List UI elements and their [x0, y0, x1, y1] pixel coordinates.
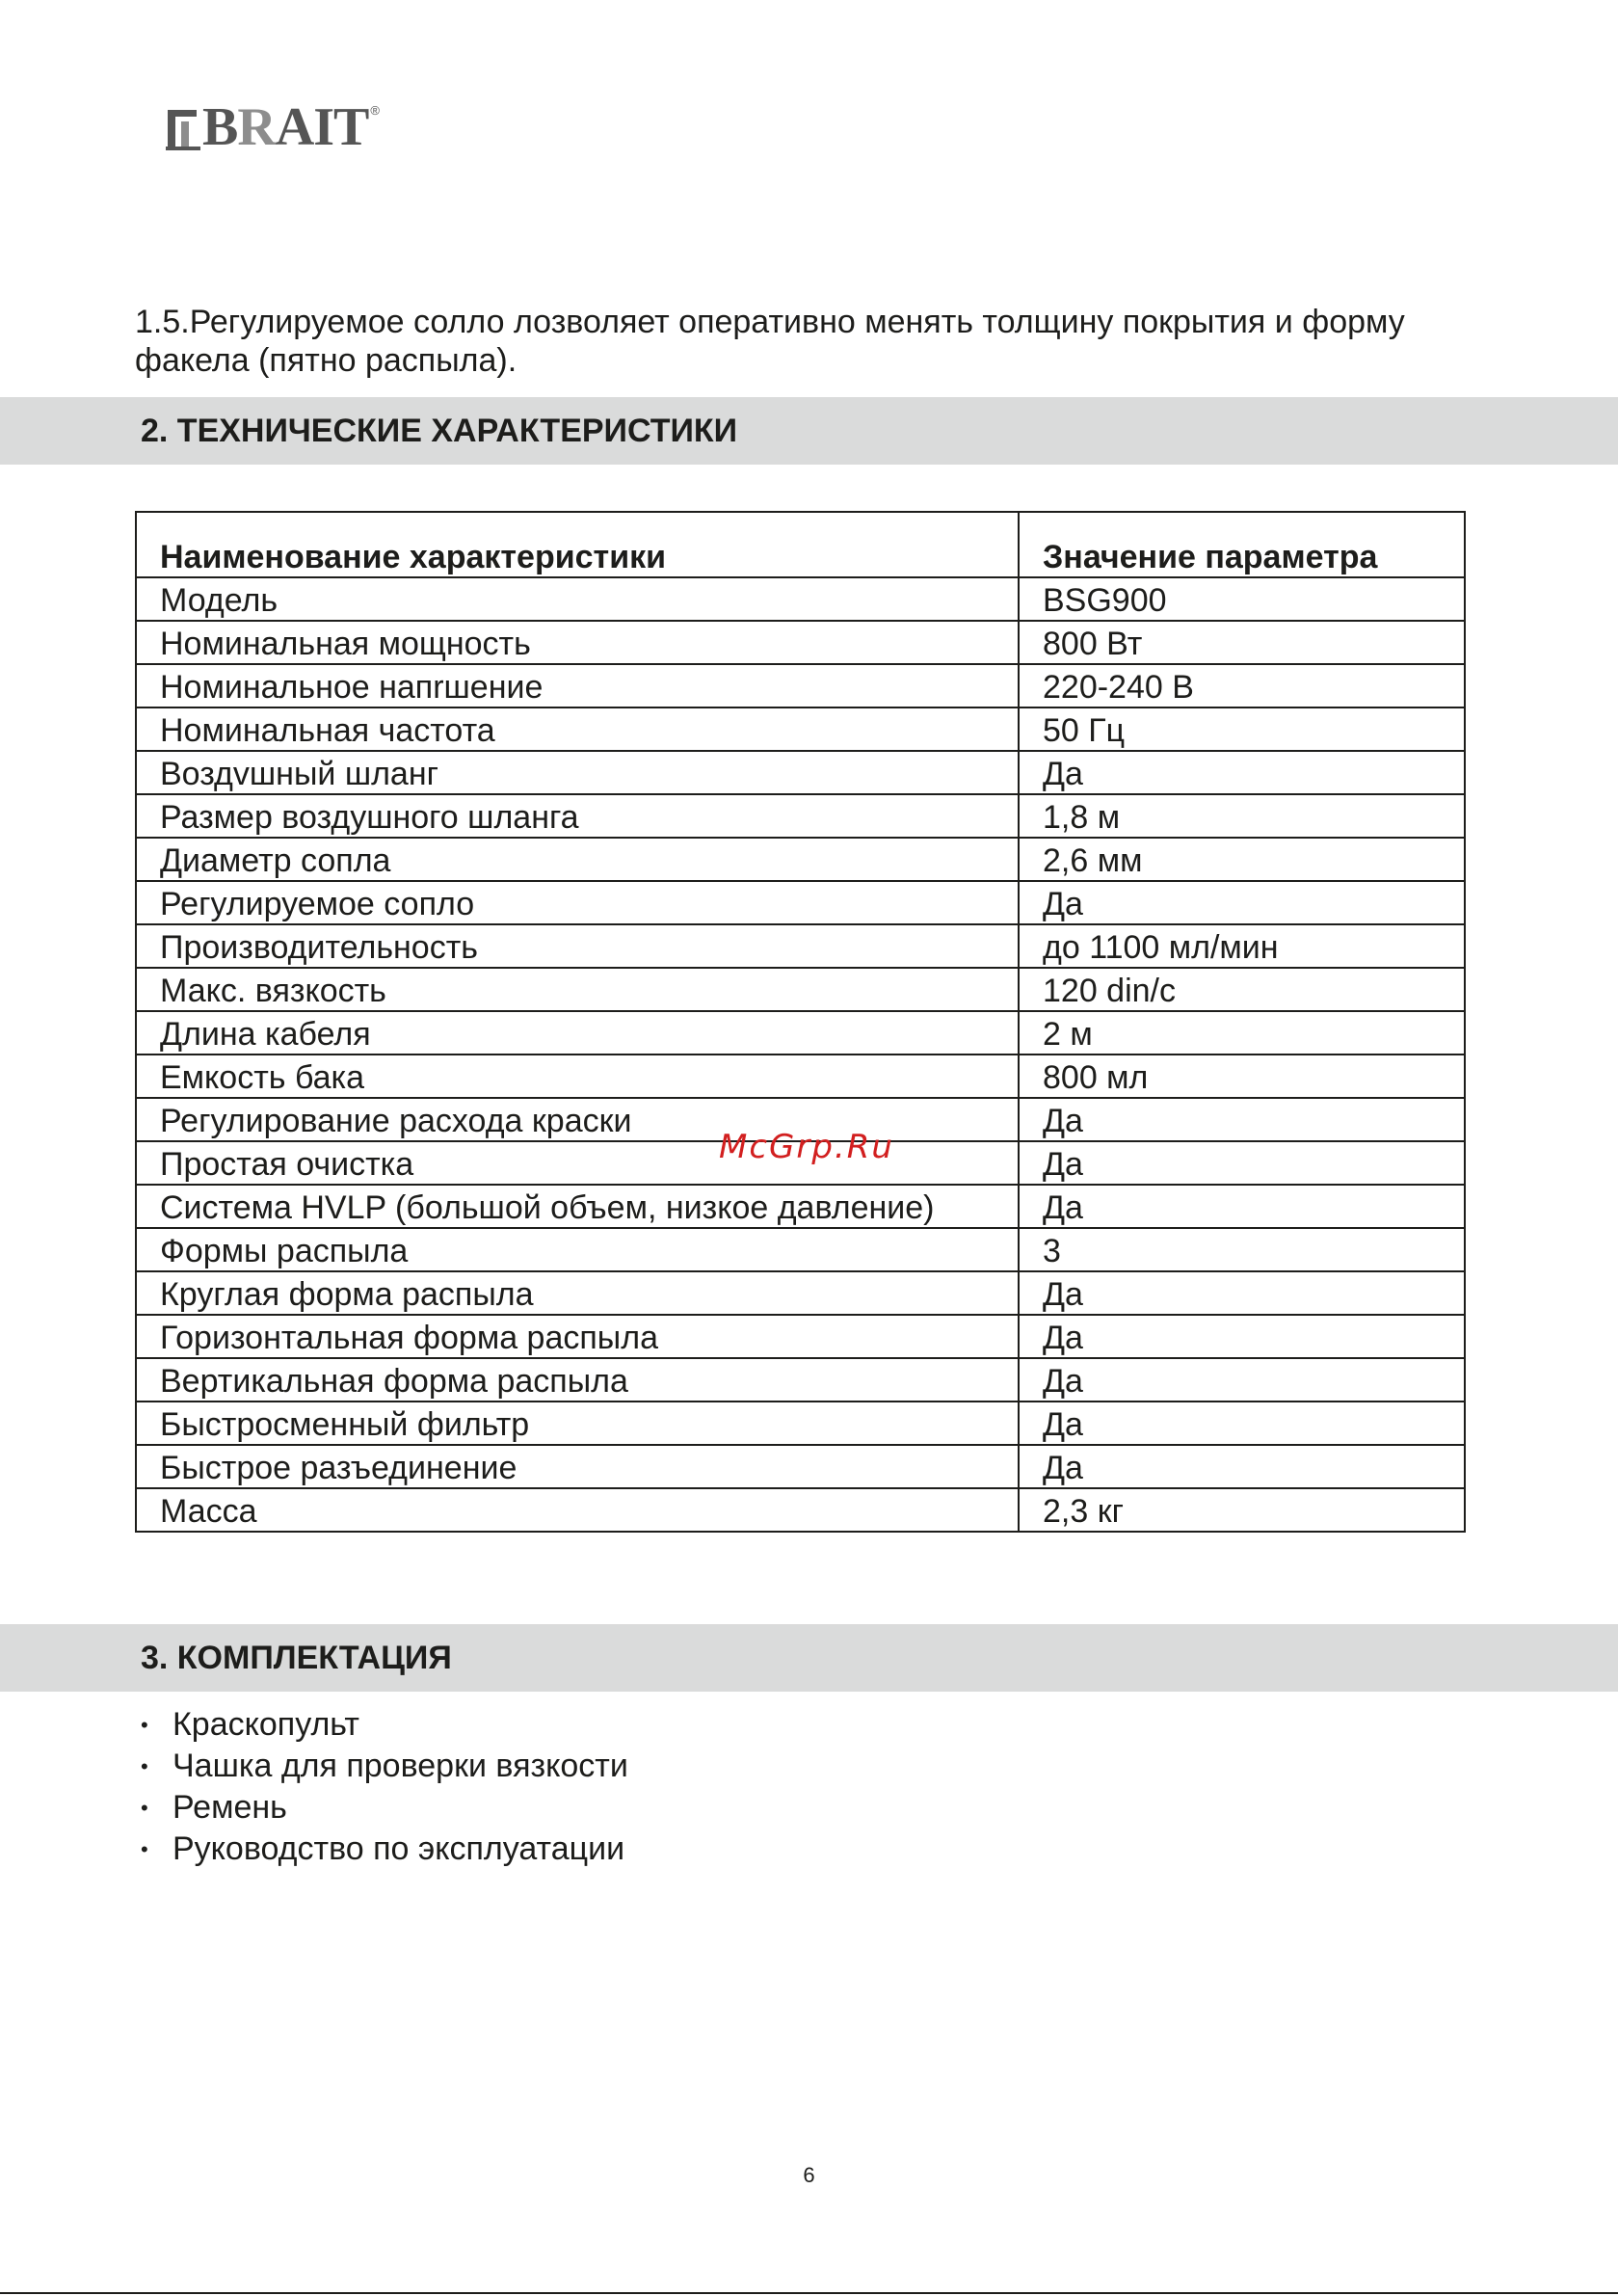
page-number: 6	[803, 2163, 815, 2187]
list-item-text: Краскопульт	[172, 1706, 359, 1743]
characteristic-value: 2,6 мм	[1019, 838, 1465, 881]
characteristic-name: Простая очистка	[136, 1141, 1019, 1185]
kit-list	[135, 1704, 628, 1870]
characteristic-name: Макс. вязкость	[136, 968, 1019, 1011]
characteristic-value: BSG900	[1019, 577, 1465, 621]
characteristic-value: 220-240 В	[1019, 664, 1465, 707]
list-item	[135, 1704, 628, 1746]
section-3-header	[0, 1624, 1618, 1692]
table-row	[136, 1402, 1465, 1445]
characteristic-name: Быстрое разъединение	[136, 1445, 1019, 1488]
watermark: McGrp.Ru	[719, 1128, 894, 1166]
header-value: Значение параметра	[1019, 512, 1465, 577]
characteristic-name: Регулируемое сопло	[136, 881, 1019, 924]
bullet-icon: •	[141, 1796, 148, 1820]
specifications-table	[135, 511, 1466, 1533]
characteristic-value: Да	[1019, 1141, 1465, 1185]
characteristic-name: Номинальное напrшение	[136, 664, 1019, 707]
table-row	[136, 794, 1465, 838]
table-row	[136, 924, 1465, 968]
characteristic-value: 2,3 кг	[1019, 1488, 1465, 1532]
characteristic-value: Да	[1019, 881, 1465, 924]
characteristic-value: Да	[1019, 1271, 1465, 1315]
table-row	[136, 664, 1465, 707]
table-row	[136, 751, 1465, 794]
characteristic-name: Быстросменный фильтр	[136, 1402, 1019, 1445]
table-row	[136, 838, 1465, 881]
table-row	[136, 968, 1465, 1011]
characteristic-name: Регулирование расхода краски	[136, 1098, 1019, 1141]
table-row	[136, 1271, 1465, 1315]
characteristic-value: 800 Вт	[1019, 621, 1465, 664]
characteristic-value: Да	[1019, 1445, 1465, 1488]
characteristic-value: 800 мл	[1019, 1055, 1465, 1098]
characteristic-name: Масса	[136, 1488, 1019, 1532]
bullet-icon: •	[141, 1713, 148, 1737]
table-row	[136, 621, 1465, 664]
table-row	[136, 577, 1465, 621]
table-row	[136, 1228, 1465, 1271]
characteristic-name: Горизонтальная форма распыла	[136, 1315, 1019, 1358]
table-row	[136, 881, 1465, 924]
characteristic-value: 120 din/c	[1019, 968, 1465, 1011]
characteristic-name: Воздvшный шланг	[136, 751, 1019, 794]
characteristic-name: Система HVLP (большой объем, низкое давление)	[136, 1185, 1019, 1228]
characteristic-value: Да	[1019, 751, 1465, 794]
section-2-title: 2. ТЕХНИЧЕСКИЕ ХАРАКТЕРИСТИКИ	[141, 413, 738, 449]
characteristic-value: Да	[1019, 1098, 1465, 1141]
characteristic-name: Формы распыла	[136, 1228, 1019, 1271]
characteristic-value: Да	[1019, 1185, 1465, 1228]
characteristic-name: Производительность	[136, 924, 1019, 968]
characteristic-name: Номинальная мощность	[136, 621, 1019, 664]
list-item-text: Ремень	[172, 1789, 287, 1826]
intro-paragraph: 1.5.Регулируемое солло лозволяет оперативно менять толщину покрытия и форму факела (пятно распыла).	[135, 304, 1405, 379]
table-row	[136, 1315, 1465, 1358]
characteristic-name: Размер воздушного шланга	[136, 794, 1019, 838]
characteristic-value: до 1100 мл/мин	[1019, 924, 1465, 968]
characteristic-name: Вертикальная форма распыла	[136, 1358, 1019, 1402]
characteristic-name: Модель	[136, 577, 1019, 621]
characteristic-name: Круглая форма распыла	[136, 1271, 1019, 1315]
section-2-header	[0, 397, 1618, 465]
header-characteristic: Наименование характеристики	[136, 512, 1019, 577]
characteristic-name: Диаметр сопла	[136, 838, 1019, 881]
characteristic-value: 2 м	[1019, 1011, 1465, 1055]
section-3-title: 3. КОМПЛЕКТАЦИЯ	[141, 1640, 452, 1676]
bottom-rule	[0, 2292, 1618, 2294]
list-item-text: Чашка для проверки вязкости	[172, 1748, 628, 1784]
list-item	[135, 1829, 628, 1870]
characteristic-value: Да	[1019, 1358, 1465, 1402]
logo-mark-icon	[166, 104, 200, 150]
characteristic-name: Емкость бака	[136, 1055, 1019, 1098]
table-row	[136, 1011, 1465, 1055]
characteristic-value: 50 Гц	[1019, 707, 1465, 751]
list-item-text: Руководство по эксплуатации	[172, 1830, 625, 1867]
logo-registered-mark: ®	[370, 103, 380, 118]
table-header-row	[136, 512, 1465, 577]
table-row	[136, 1488, 1465, 1532]
table-row	[136, 707, 1465, 751]
characteristic-name: Номинальная частота	[136, 707, 1019, 751]
table-row	[136, 1185, 1465, 1228]
characteristic-value: 3	[1019, 1228, 1465, 1271]
brand-logo	[166, 97, 380, 157]
list-item	[135, 1787, 628, 1829]
characteristic-value: 1,8 м	[1019, 794, 1465, 838]
characteristic-value: Да	[1019, 1402, 1465, 1445]
bullet-icon: •	[141, 1837, 148, 1861]
characteristic-name: Длина кабеля	[136, 1011, 1019, 1055]
list-item	[135, 1746, 628, 1787]
table-row	[136, 1445, 1465, 1488]
bullet-icon: •	[141, 1754, 148, 1778]
table-row	[136, 1055, 1465, 1098]
logo-wordmark: BRAIT	[202, 97, 369, 157]
table-row	[136, 1358, 1465, 1402]
characteristic-value: Да	[1019, 1315, 1465, 1358]
